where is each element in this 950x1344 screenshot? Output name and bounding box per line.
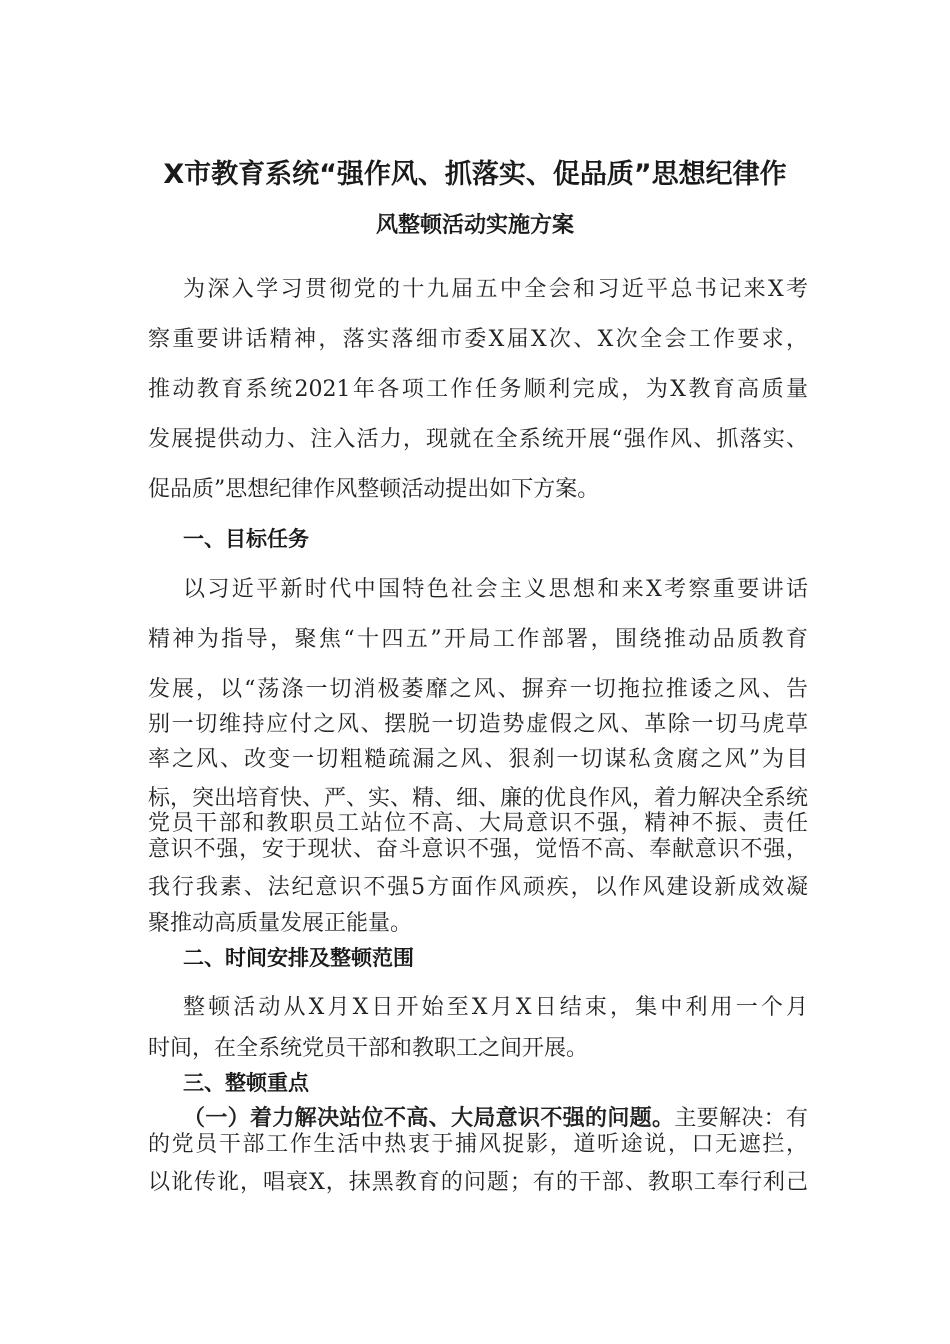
intro-line: 察重要讲话精神，落实落细市委X届X次、X次全会工作要求，	[148, 327, 808, 352]
document-title-line-2: 风整顿活动实施方案	[375, 213, 574, 238]
section1-line: 以习近平新时代中国特色社会主义思想和来X考察重要讲话	[183, 577, 808, 602]
section1-line: 标，突出培育快、严、实、精、细、廉的优良作风，着力解决全系统	[148, 786, 809, 811]
section1-line: 聚推动高质量发展正能量。	[148, 911, 413, 936]
section1-line: 精神为指导，聚焦“十四五”开局工作部署，围绕推动品质教育	[148, 627, 808, 652]
intro-line: 推动教育系统2021年各项工作任务顺利完成，为X教育高质量	[148, 377, 808, 402]
section3-line: 以讹传讹，唱衰X，抹黑教育的问题；有的干部、教职工奉行利己	[148, 1170, 808, 1195]
section-heading-focus: 三、整顿重点	[183, 1071, 309, 1095]
section1-line: 发展，以“荡涤一切消极萎靡之风、摒弃一切拖拉推诿之风、告	[148, 677, 808, 702]
section1-line: 率之风、改变一切粗糙疏漏之风、狠刹一切谋私贪腐之风”为目	[148, 747, 808, 772]
section-heading-schedule: 二、时间安排及整顿范围	[183, 946, 414, 970]
section2-line: 时间，在全系统党员干部和教职工之间开展。	[148, 1036, 589, 1061]
section-heading-goals: 一、目标任务	[183, 527, 309, 551]
intro-line: 发展提供动力、注入活力，现就在全系统开展“强作风、抓落实、	[148, 427, 808, 452]
intro-line: 促品质”思想纪律作风整顿活动提出如下方案。	[148, 477, 600, 502]
section1-line: 我行我素、法纪意识不强5方面作风顽疾，以作风建设新成效凝	[148, 875, 808, 900]
item1-text: 主要解决：有	[674, 1106, 808, 1131]
section1-line: 别一切维持应付之风、摆脱一切造势虚假之风、革除一切马虎草	[148, 712, 808, 737]
section1-line: 党员干部和教职员工站位不高、大局意识不强，精神不振、责任	[148, 811, 808, 836]
item1-heading: （一）着力解决站位不高、大局意识不强的问题。	[183, 1105, 675, 1131]
section3-line: 的党员干部工作生活中热衷于捕风捉影，道听途说，口无遮拦，	[148, 1132, 808, 1157]
intro-line: 为深入学习贯彻党的十九届五中全会和习近平总书记来X考	[183, 277, 808, 302]
section1-line: 意识不强，安于现状、奋斗意识不强，觉悟不高、奉献意识不强，	[148, 837, 808, 862]
document-title-line-1: X市教育系统“强作风、抓落实、促品质”思想纪律作	[163, 159, 787, 190]
section2-line: 整顿活动从X月X日开始至X月X日结束，集中利用一个月	[183, 995, 808, 1020]
